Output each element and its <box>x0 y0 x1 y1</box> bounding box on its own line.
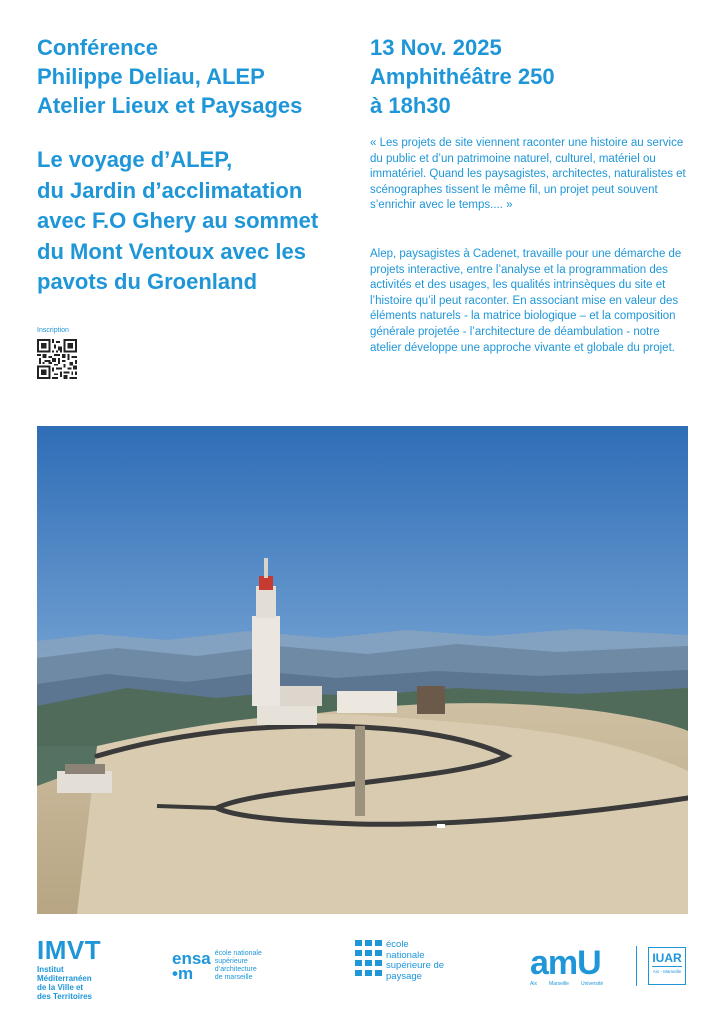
inscription-label: Inscription <box>37 327 69 334</box>
amu-mark: amU <box>530 944 601 982</box>
ensa-mark <box>172 951 211 981</box>
ensa-line: école nationale <box>214 950 262 957</box>
mont-ventoux-summit-photo <box>37 426 688 914</box>
amu-city: Aix <box>530 981 537 987</box>
amu-logo <box>530 944 604 987</box>
conference-title <box>37 145 367 298</box>
event-venue: Amphithéâtre 250 <box>370 64 555 89</box>
imvt-line: des Territoires <box>37 992 92 1001</box>
qr-code-icon[interactable] <box>37 339 77 379</box>
event-date: 13 Nov. 2025 <box>370 35 502 60</box>
iuar-subtitle: Aix - Marseille <box>652 969 682 974</box>
ensp-line: paysage <box>386 970 422 982</box>
event-details <box>370 33 555 120</box>
amu-city: Université <box>580 981 604 987</box>
event-header <box>37 33 302 120</box>
imvt-subtitle <box>37 965 127 1001</box>
title-line: du Mont Ventoux avec les <box>37 238 306 264</box>
ensa-line: supérieure <box>214 958 248 965</box>
ensa-line: d’architecture <box>214 966 257 973</box>
title-line: avec F.O Ghery au sommet <box>37 208 319 233</box>
ensp-line: nationale <box>386 949 425 961</box>
imvt-mark: IMVT <box>37 935 102 965</box>
ensp-logo <box>355 940 486 986</box>
ensa-mark-top: ensa <box>172 949 211 968</box>
ensp-subtitle <box>386 940 486 986</box>
description-paragraph: Alep, paysagistes à Cadenet, travaille pour une démarche de projets interactive, entre l’analyse et la programmation des activités et des usages, les qualités intrinsèques du site et l’histoire qu’il peut raconter. En associant mise en valeur des éléments naturels - la matrice biologique – et la composition générale projetée - l’architecture de déambulation - notre atelier développe une approche vivante et globale du projet. <box>370 248 682 354</box>
imvt-logo <box>37 937 127 1001</box>
ensp-line: supérieure de <box>386 960 445 971</box>
amu-city: Marseille <box>548 981 569 987</box>
iuar-mark: IUAR <box>652 951 682 965</box>
iuar-logo <box>648 947 686 985</box>
imvt-line: Méditerranéen <box>37 974 92 983</box>
title-line: Le voyage d’ALEP, <box>37 147 233 172</box>
title-line: du Jardin d’acclimatation <box>37 177 303 203</box>
ensa-marseille-logo <box>172 950 285 982</box>
logo-divider <box>636 946 637 986</box>
speaker-firm: Atelier Lieux et Paysages <box>37 93 303 118</box>
title-line: pavots du Groenland <box>37 269 258 294</box>
ensa-subtitle <box>215 950 285 982</box>
ensa-mark-bottom: •m <box>172 964 194 983</box>
event-type: Conférence <box>37 35 159 60</box>
ensa-line: de marseille <box>214 974 253 981</box>
imvt-line: de la Ville et <box>37 983 84 992</box>
ensp-grid-icon <box>355 940 383 986</box>
speaker-name: Philippe Deliau, ALEP <box>37 64 265 89</box>
event-time: à 18h30 <box>370 93 451 118</box>
quote-paragraph: « Les projets de site viennent raconter une histoire au service du public et d’un patrimoine naturel, culturel, matériel ou immatériel. Quand les paysagistes, architectes, naturalistes et scénographes tissent le même fil, un projet peut souvent s’enrichir avec le temps.... » <box>370 137 686 212</box>
imvt-line: Institut <box>37 965 64 974</box>
ensp-line: école <box>386 939 409 950</box>
